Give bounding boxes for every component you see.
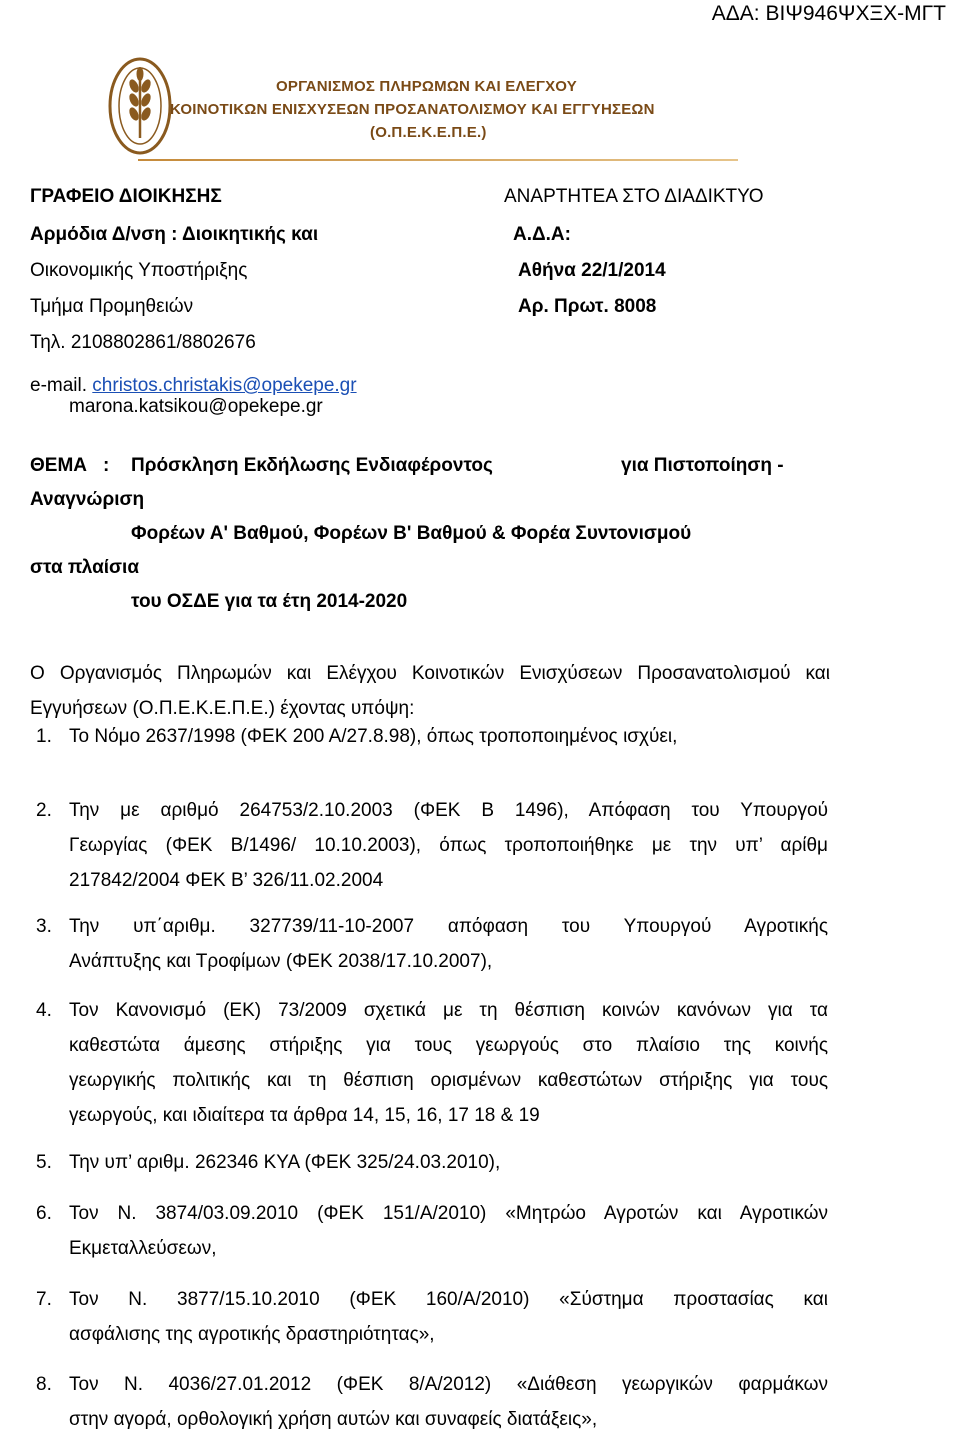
item-number: 4. [36, 1000, 52, 1021]
considered-item-4 [36, 993, 828, 1133]
subject-line-3: Φορέων Α' Βαθμού, Φορέων Β' Βαθμού & Φορέα Συντονισμού [131, 523, 692, 544]
item-line: Γεωργίας (ΦΕΚ Β/1496/ 10.10.2003), όπως τροποποιήθηκε με την υπ’ αρίθμ [69, 835, 828, 856]
item-number: 7. [36, 1289, 52, 1310]
intro-line-1: Ο Οργανισμός Πληρωμών και Ελέγχου Κοινοτικών Ενισχύσεων Προσανατολισμού και [30, 663, 830, 684]
logo-line-3: (Ο.Π.Ε.Κ.Ε.Π.Ε.) [370, 124, 487, 141]
directorate-line-2: Οικονομικής Υποστήριξης [30, 260, 248, 281]
item-line: Την με αριθμό 264753/2.10.2003 (ΦΕΚ Β 1496), Απόφαση του Υπουργού [69, 800, 828, 821]
item-line: Την υπ’ αριθμ. 262346 ΚΥΑ (ΦΕΚ 325/24.03.2010), [69, 1152, 501, 1173]
subject-line-5: του ΟΣΔΕ για τα έτη 2014-2020 [131, 591, 408, 612]
intro-paragraph [30, 656, 830, 726]
subject-label: ΘΕΜΑ [30, 455, 87, 476]
department-name: Τμήμα Προμηθειών [30, 296, 194, 317]
item-line: Τον Ν. 4036/27.01.2012 (ΦΕΚ 8/Α/2012) «Διάθεση γεωργικών φαρμάκων [69, 1374, 828, 1395]
intro-line-2: Εγγυήσεων (Ο.Π.Ε.Κ.Ε.Π.Ε.) έχοντας υπόψη: [30, 698, 415, 719]
subject-line-1: Πρόσκληση Εκδήλωσης Ενδιαφέροντος [131, 455, 493, 476]
item-line: Τον Κανονισμό (ΕΚ) 73/2009 σχετικά με τη θέσπιση κοινών κανόνων για τα [69, 1000, 828, 1021]
item-line: Ανάπτυξης και Τροφίμων (ΦΕΚ 2038/17.10.2007), [69, 951, 493, 972]
posting-notice: ΑΝΑΡΤΗΤΕΑ ΣΤΟ ΔΙΑΔΙΚΤΥΟ [504, 186, 764, 207]
item-line: ασφάλισης της αγροτικής δραστηριότητας», [69, 1324, 435, 1345]
item-line: Τον Ν. 3874/03.09.2010 (ΦΕΚ 151/Α/2010) «Μητρώο Αγροτών και Αγροτικών [69, 1203, 828, 1224]
subject-line-2: Αναγνώριση [30, 489, 145, 510]
item-number: 6. [36, 1203, 52, 1224]
item-line: 217842/2004 ΦΕΚ Β’ 326/11.02.2004 [69, 870, 384, 891]
ada-code: ΑΔΑ: ΒΙΨ946ΨΧΞΧ-ΜΓΤ [711, 2, 946, 25]
item-line: Την υπ΄αριθμ. 327739/11-10-2007 απόφαση του Υπουργού Αγροτικής [69, 916, 828, 937]
considered-item-6 [36, 1196, 828, 1266]
logo-line-2: ΚΟΙΝΟΤΙΚΩΝ ΕΝΙΣΧΥΣΕΩΝ ΠΡΟΣΑΝΑΤΟΛΙΣΜΟΥ ΚΑΙ ΕΓΓΥΗΣΕΩΝ [170, 101, 655, 118]
subject-line-1-right: για Πιστοποίηση - [621, 455, 784, 476]
item-number: 5. [36, 1152, 52, 1173]
email-link-2: marona.katsikou@opekepe.gr [69, 396, 323, 417]
wheat-emblem-icon [108, 56, 172, 156]
considered-item-8 [36, 1367, 828, 1437]
email-label: e-mail. [30, 375, 88, 396]
item-line: Εκμεταλλεύσεων, [69, 1238, 217, 1259]
office-name: ΓΡΑΦΕΙΟ ΔΙΟΙΚΗΣΗΣ [30, 186, 222, 207]
item-line: γεωργικής πολιτικής και τη θέσπιση ορισμένων καθεστώτων στήριξης για τους [69, 1070, 828, 1091]
subject-colon: : [103, 455, 110, 476]
item-number: 8. [36, 1374, 52, 1395]
ada-label: Α.Δ.Α: [513, 224, 571, 245]
subject-line-4: στα πλαίσια [30, 557, 139, 578]
item-number: 1. [36, 726, 52, 747]
item-line: γεωργούς, και ιδιαίτερα τα άρθρα 14, 15, 16, 17 18 & 19 [69, 1105, 540, 1126]
email-row [30, 375, 357, 397]
considered-item-5 [36, 1145, 828, 1180]
considered-item-2 [36, 793, 828, 898]
opekepe-logo [108, 56, 738, 168]
item-line: Το Νόμο 2637/1998 (ΦΕΚ 200 Α/27.8.98), όπως τροποποιημένος ισχύει, [69, 726, 678, 747]
directorate-line-1: Αρμόδια Δ/νση : Διοικητικής και [30, 224, 319, 245]
item-number: 2. [36, 800, 52, 821]
considered-item-3 [36, 909, 828, 979]
phone-number: Τηλ. 2108802861/8802676 [30, 332, 256, 353]
considered-item-7 [36, 1282, 828, 1352]
document-date: Αθήνα 22/1/2014 [518, 260, 666, 281]
item-line: Τον Ν. 3877/15.10.2010 (ΦΕΚ 160/Α/2010) «Σύστημα προστασίας και [69, 1289, 828, 1310]
item-line: στην αγορά, ορθολογική χρήση αυτών και συναφείς διατάξεις», [69, 1409, 598, 1430]
item-number: 3. [36, 916, 52, 937]
item-line: καθεστώτα άμεσης στήριξης για τους γεωργούς στο πλαίσιο της κοινής [69, 1035, 828, 1056]
considered-item-1 [36, 719, 828, 754]
protocol-number: Αρ. Πρωτ. 8008 [518, 296, 657, 317]
logo-divider [138, 159, 738, 161]
email-link-1[interactable]: christos.christakis@opekepe.gr [92, 375, 357, 396]
logo-line-1: ΟΡΓΑΝΙΣΜΟΣ ΠΛΗΡΩΜΩΝ ΚΑΙ ΕΛΕΓΧΟΥ [276, 78, 577, 95]
